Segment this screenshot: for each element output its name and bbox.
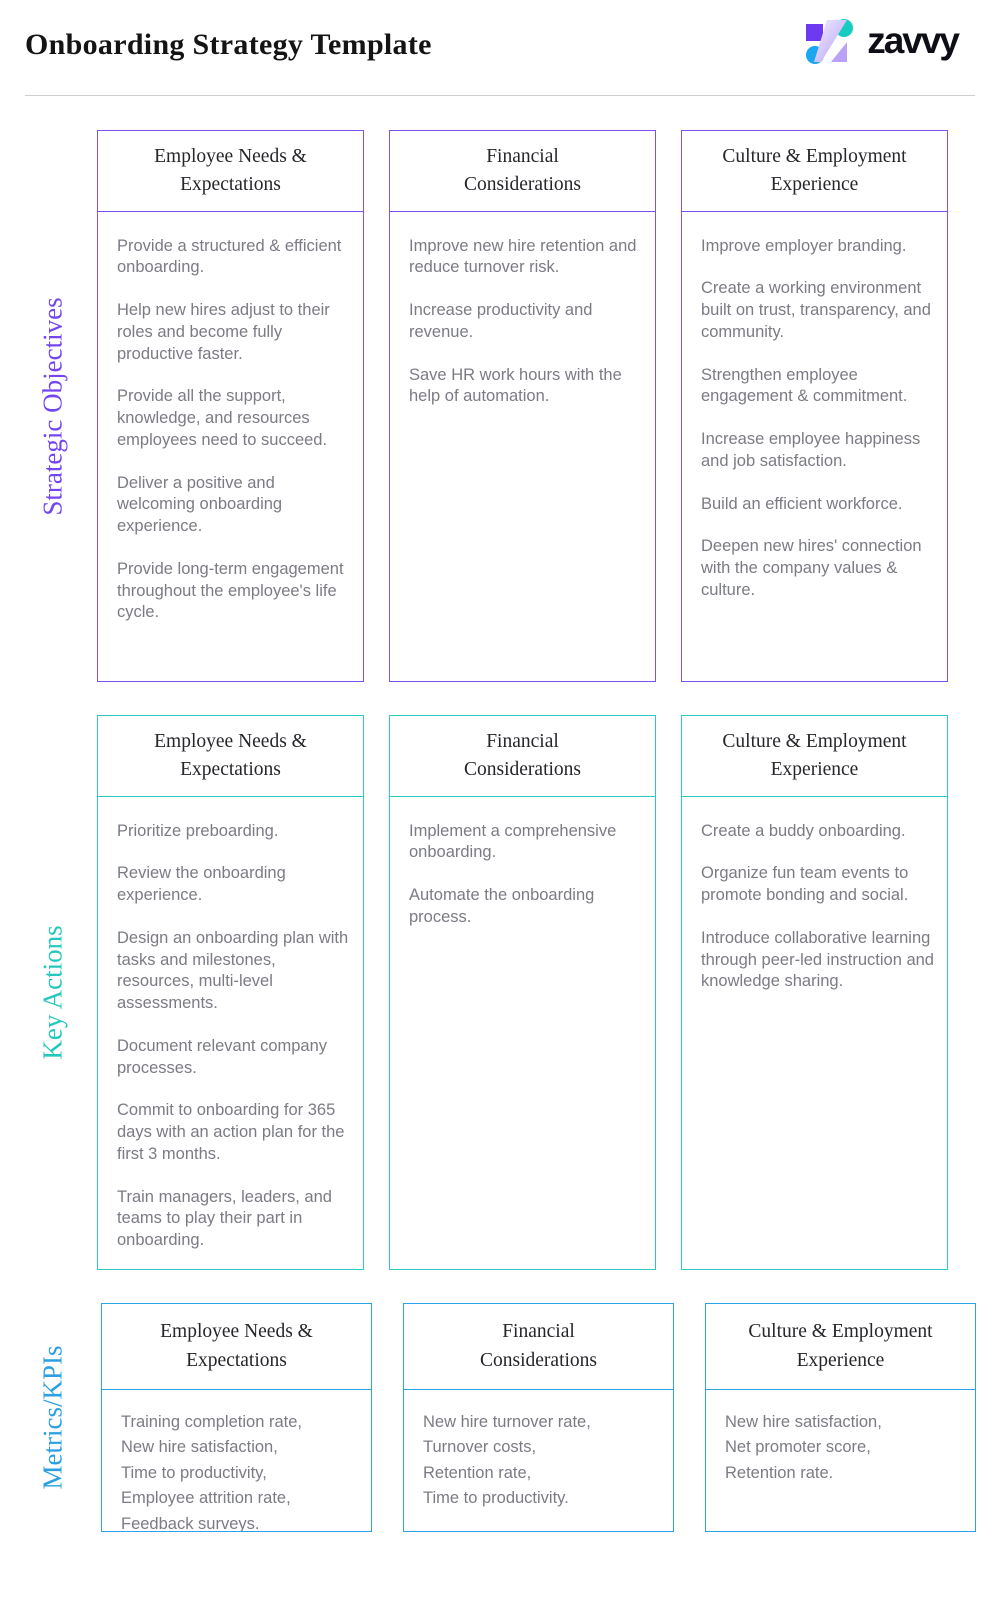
column-header [681, 715, 948, 797]
text-item: Net promoter score, [725, 1438, 871, 1457]
section-label-strategic-objectives [0, 130, 106, 682]
text-item: Retention rate. [725, 1463, 834, 1482]
text-item: Employee attrition rate, [121, 1489, 291, 1508]
column-body [389, 796, 656, 1271]
column-culture [681, 715, 948, 1270]
header-line: Employee Needs & [154, 730, 307, 752]
header-line: Considerations [464, 759, 581, 780]
text-item: Improve employer branding. [701, 236, 907, 255]
text-item: Automate the onboarding process. [409, 886, 595, 926]
section-label-key-actions [0, 715, 106, 1270]
column-header [681, 130, 948, 212]
text-item: Provide a structured & efficient onboarding. [117, 236, 342, 277]
text-item: Deliver a positive and welcoming onboarding experience. [117, 473, 283, 536]
header-line: Culture & Employment [748, 1321, 933, 1343]
text-item: Feedback surveys. [121, 1514, 260, 1532]
column-header [97, 715, 364, 797]
header-line: Culture & Employment [722, 145, 907, 167]
text-item: Provide all the support, knowledge, and resources employees need to succeed. [117, 387, 328, 449]
logo-z-triangle [831, 42, 847, 62]
column-body [681, 211, 948, 683]
section-strategic-objectives [97, 130, 948, 682]
section-key-actions [97, 715, 948, 1270]
text-item: Prioritize preboarding. [117, 821, 279, 840]
text-item: New hire satisfaction, [121, 1438, 278, 1457]
header-line: Considerations [464, 174, 581, 195]
column-header [101, 1303, 372, 1390]
section-label-text: Strategic Objectives [37, 296, 68, 516]
column-employee-needs [97, 130, 364, 682]
column-body [403, 1389, 674, 1533]
header-line: Experience [796, 1349, 885, 1371]
column-financial [389, 130, 656, 682]
section-label-text: Key Actions [37, 925, 68, 1060]
logo-purple-square [806, 24, 823, 41]
section-metrics-kpis [101, 1303, 976, 1532]
text-item: Create a working environment built on trust, transparency, and community. [701, 279, 931, 341]
text-item: New hire turnover rate, [423, 1412, 591, 1431]
text-item: Review the onboarding experience. [117, 864, 286, 905]
text-item: Build an efficient workforce. [701, 494, 903, 513]
header-line: Expectations [180, 174, 281, 195]
header-line: Considerations [480, 1349, 597, 1371]
column-financial [403, 1303, 674, 1532]
text-item: Deepen new hires' connection with the company values & culture. [701, 537, 922, 599]
text-item: Save HR work hours with the help of automation. [409, 365, 622, 406]
column-financial [389, 715, 656, 1270]
header-line: Expectations [186, 1349, 287, 1371]
text-item: Turnover costs, [423, 1438, 537, 1457]
text-item: New hire satisfaction, [725, 1412, 882, 1431]
text-item: Implement a comprehensive onboarding. [409, 821, 617, 862]
column-body [681, 796, 948, 1271]
page-title: Onboarding Strategy Template [25, 28, 432, 61]
text-item: Strengthen employee engagement & commitment. [701, 365, 908, 406]
header-line: Financial [486, 145, 559, 167]
column-culture [681, 130, 948, 682]
text-item: Document relevant company processes. [117, 1036, 328, 1077]
header-line: Employee Needs & [160, 1321, 313, 1343]
text-item: Training completion rate, [121, 1412, 302, 1431]
text-item: Commit to onboarding for 365 days with an action plan for the first 3 months. [117, 1101, 345, 1163]
text-item: Design an onboarding plan with tasks and milestones, resources, multi-level assessments. [117, 928, 349, 1013]
section-label-text: Metrics/KPIs [37, 1345, 68, 1490]
header-line: Financial [502, 1321, 575, 1343]
column-body [705, 1389, 976, 1533]
column-culture [705, 1303, 976, 1532]
text-item: Train managers, leaders, and teams to play their part in onboarding. [117, 1187, 332, 1250]
column-body [101, 1389, 372, 1533]
column-header [389, 715, 656, 797]
text-item: Create a buddy onboarding. [701, 821, 906, 840]
text-item: Retention rate, [423, 1463, 532, 1482]
column-body [389, 211, 656, 683]
text-item: Improve new hire retention and reduce turnover risk. [409, 236, 637, 277]
text-item: Time to productivity. [423, 1489, 569, 1508]
text-item: Increase productivity and revenue. [409, 301, 593, 341]
section-label-metrics-kpis [0, 1303, 106, 1532]
text-item: Organize fun team events to promote bonding and social. [701, 864, 909, 905]
zavvy-wordmark: zavvy [867, 20, 958, 61]
header-line: Experience [770, 174, 859, 195]
column-header [97, 130, 364, 212]
text-item: Time to productivity, [121, 1463, 267, 1482]
column-header [389, 130, 656, 212]
column-body [97, 211, 364, 683]
header-line: Culture & Employment [722, 730, 907, 752]
zavvy-logo-mark [806, 18, 854, 64]
text-item: Increase employee happiness and job satisfaction. [701, 430, 921, 470]
column-header [403, 1303, 674, 1390]
header-line: Financial [486, 730, 559, 752]
column-body [97, 796, 364, 1271]
header-line: Experience [770, 759, 859, 780]
text-item: Provide long-term engagement throughout the employee's life cycle. [117, 559, 344, 622]
column-employee-needs [97, 715, 364, 1270]
column-header [705, 1303, 976, 1390]
header-divider [25, 95, 975, 96]
column-employee-needs [101, 1303, 372, 1532]
header-line: Expectations [180, 759, 281, 780]
header-line: Employee Needs & [154, 145, 307, 167]
text-item: Help new hires adjust to their roles and become fully productive faster. [117, 301, 330, 363]
zavvy-logo [806, 18, 958, 64]
text-item: Introduce collaborative learning through peer-led instruction and knowledge sharing. [701, 928, 934, 991]
